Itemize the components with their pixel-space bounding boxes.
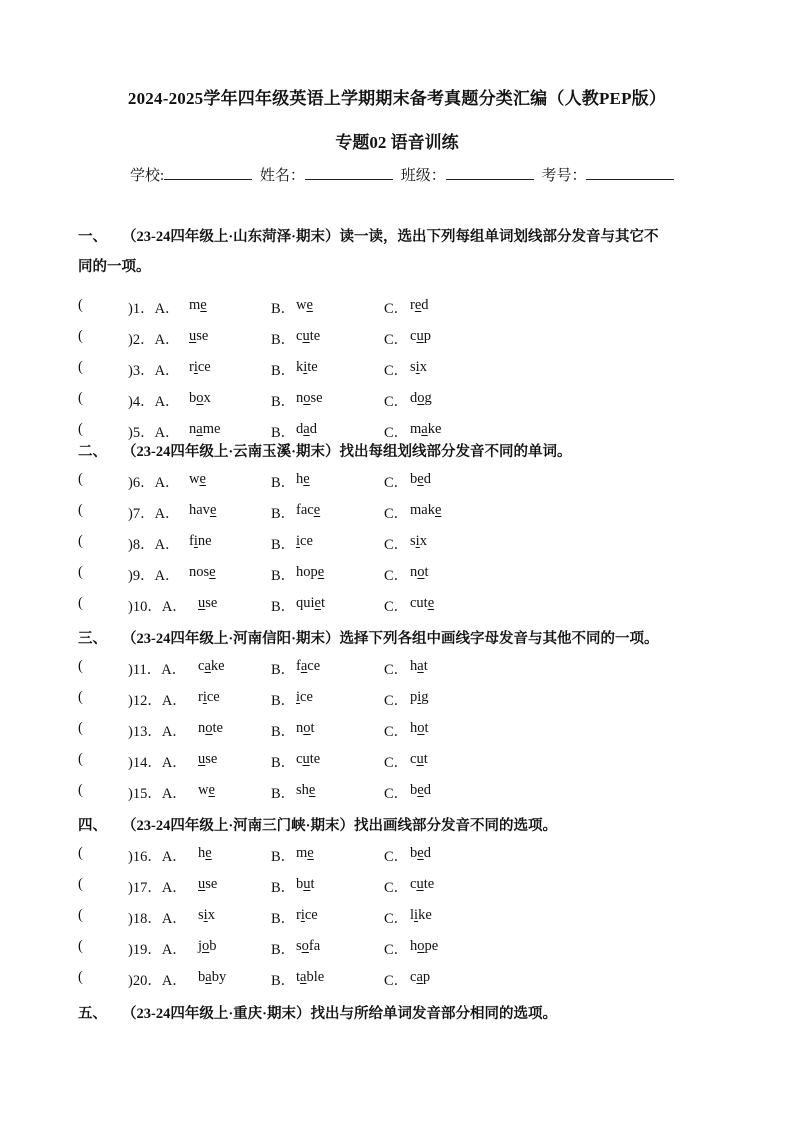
- answer-paren-open[interactable]: (: [78, 876, 83, 892]
- option-b-word: face: [296, 502, 321, 518]
- question-row: [78, 502, 718, 526]
- underlined-letters: u: [198, 751, 206, 767]
- option-c-label: C．: [384, 755, 409, 771]
- underlined-letters: u: [198, 876, 206, 892]
- answer-paren-open[interactable]: (: [78, 533, 83, 549]
- underlined-letters: a: [196, 421, 203, 437]
- question-number: )9．A．: [128, 568, 180, 584]
- question-row: [78, 845, 718, 869]
- section-instruction: （23-24四年级上·重庆·期末）找出与所给单词发音部分相同的选项。: [122, 1006, 557, 1022]
- option-c-word: like: [410, 907, 432, 923]
- option-a-word: we: [189, 471, 206, 487]
- option-c-label: C．: [384, 332, 409, 348]
- answer-paren-open[interactable]: (: [78, 297, 83, 313]
- underlined-letters: i: [202, 689, 207, 705]
- underlined-letters: e: [200, 297, 207, 313]
- question-number: )2．A．: [128, 332, 180, 348]
- underlined-letters: e: [209, 502, 217, 518]
- option-b-label: B．: [271, 394, 296, 410]
- option-a-word: he: [198, 845, 212, 861]
- class-blank[interactable]: [446, 165, 534, 180]
- option-c-word: red: [410, 297, 429, 313]
- question-row: [78, 328, 718, 352]
- question-number: )17．A．: [128, 880, 187, 896]
- option-b-word: dad: [296, 421, 317, 437]
- underlined-letters: e: [417, 845, 424, 861]
- name-blank[interactable]: [305, 165, 393, 180]
- option-c-word: hope: [410, 938, 439, 954]
- underlined-letters: o: [417, 938, 425, 954]
- question-number: )18．A．: [128, 911, 187, 927]
- option-b-word: cute: [296, 328, 321, 344]
- option-b-label: B．: [271, 755, 296, 771]
- question-number: )12．A．: [128, 693, 187, 709]
- option-b-label: B．: [271, 786, 296, 802]
- option-a-word: name: [189, 421, 221, 437]
- option-b-label: B．: [271, 506, 296, 522]
- option-c-word: six: [410, 359, 427, 375]
- underlined-letters: o: [196, 390, 204, 406]
- option-c-label: C．: [384, 599, 409, 615]
- option-c-word: bed: [410, 471, 431, 487]
- underlined-letters: o: [417, 390, 425, 406]
- option-b-label: B．: [271, 425, 296, 441]
- option-a-word: use: [189, 328, 209, 344]
- underlined-letters: u: [303, 876, 311, 892]
- underlined-letters: o: [301, 938, 309, 954]
- option-a-word: rice: [198, 689, 220, 705]
- option-b-label: B．: [271, 693, 296, 709]
- option-c-label: C．: [384, 973, 409, 989]
- underlined-letters: i: [415, 359, 420, 375]
- option-c-word: hot: [410, 720, 429, 736]
- section-number: 三、: [78, 631, 107, 647]
- page-title: 2024-2025学年四年级英语上学期期末备考真题分类汇编（人教PEP版）: [127, 89, 667, 108]
- underlined-letters: e: [308, 782, 316, 798]
- underlined-letters: o: [303, 390, 311, 406]
- question-number: )20．A．: [128, 973, 187, 989]
- question-row: [78, 533, 718, 557]
- underlined-letters: e: [209, 564, 216, 580]
- option-c-word: cute: [410, 876, 435, 892]
- underlined-letters: e: [314, 595, 321, 611]
- underlined-letters: e: [417, 471, 424, 487]
- answer-paren-open[interactable]: (: [78, 390, 83, 406]
- option-b-word: we: [296, 297, 313, 313]
- answer-paren-open[interactable]: (: [78, 502, 83, 518]
- question-number: )15．A．: [128, 786, 187, 802]
- option-b-word: sofa: [296, 938, 321, 954]
- underlined-letters: u: [416, 328, 424, 344]
- underlined-letters: i: [296, 533, 301, 549]
- option-b-label: B．: [271, 363, 296, 379]
- answer-paren-open[interactable]: (: [78, 471, 83, 487]
- exam-no-blank[interactable]: [586, 165, 674, 180]
- school-blank[interactable]: [164, 165, 252, 180]
- exam-no-label: 考号：: [541, 168, 587, 184]
- option-c-label: C．: [384, 693, 409, 709]
- option-b-word: ice: [296, 689, 313, 705]
- answer-paren-open[interactable]: (: [78, 564, 83, 580]
- question-row: [78, 359, 718, 383]
- answer-paren-open[interactable]: (: [78, 658, 83, 674]
- option-c-word: make: [410, 421, 442, 437]
- option-c-word: hat: [410, 658, 428, 674]
- underlined-letters: u: [416, 876, 424, 892]
- option-c-word: cut: [410, 751, 428, 767]
- underlined-letters: e: [414, 297, 422, 313]
- option-c-word: dog: [410, 390, 432, 406]
- option-c-word: cap: [410, 969, 431, 985]
- option-a-word: box: [189, 390, 211, 406]
- question-number: )10．A．: [128, 599, 187, 615]
- option-a-word: six: [198, 907, 215, 923]
- underlined-letters: e: [417, 782, 424, 798]
- option-c-word: bed: [410, 782, 431, 798]
- option-b-label: B．: [271, 568, 296, 584]
- option-c-label: C．: [384, 568, 409, 584]
- option-a-word: use: [198, 595, 218, 611]
- question-row: [78, 938, 718, 962]
- section-instruction: （23-24四年级上·山东菏泽·期末）读一读，选出下列每组单词划线部分发音与其它不: [122, 229, 659, 245]
- school-label: 学校:: [130, 168, 165, 184]
- section-heading: [78, 999, 728, 1029]
- underlined-letters: u: [302, 328, 310, 344]
- answer-paren-open[interactable]: (: [78, 969, 83, 985]
- option-c-label: C．: [384, 363, 409, 379]
- underlined-letters: o: [417, 564, 425, 580]
- underlined-letters: a: [204, 658, 211, 674]
- answer-paren-open[interactable]: (: [78, 845, 83, 861]
- underlined-letters: i: [203, 907, 208, 923]
- option-b-word: not: [296, 720, 315, 736]
- question-row: [78, 876, 718, 900]
- page-subtitle: 专题02 语音训练: [335, 133, 459, 152]
- question-row: [78, 751, 718, 775]
- section-instruction: （23-24四年级上·河南信阳·期末）选择下列各组中画线字母发音与其他不同的一项。: [122, 631, 659, 647]
- option-b-word: rice: [296, 907, 318, 923]
- question-row: [78, 689, 718, 713]
- underlined-letters: a: [303, 421, 310, 437]
- option-a-word: me: [189, 297, 207, 313]
- underlined-letters: e: [307, 845, 314, 861]
- option-a-word: job: [198, 938, 217, 954]
- answer-paren-open[interactable]: (: [78, 689, 83, 705]
- underlined-letters: a: [416, 969, 423, 985]
- question-number: )8．A．: [128, 537, 180, 553]
- option-a-word: fine: [189, 533, 212, 549]
- question-number: )16．A．: [128, 849, 187, 865]
- option-b-label: B．: [271, 662, 296, 678]
- option-c-word: not: [410, 564, 429, 580]
- option-b-label: B．: [271, 942, 296, 958]
- option-c-label: C．: [384, 475, 409, 491]
- option-c-word: make: [410, 502, 442, 518]
- option-c-label: C．: [384, 880, 409, 896]
- option-b-word: face: [296, 658, 321, 674]
- option-c-word: six: [410, 533, 427, 549]
- student-info-line: [130, 164, 676, 185]
- answer-paren-open[interactable]: (: [78, 938, 83, 954]
- option-b-word: quiet: [296, 595, 325, 611]
- option-c-word: cute: [410, 595, 435, 611]
- option-b-label: B．: [271, 973, 296, 989]
- section-instruction: （23-24四年级上·河南三门峡·期末）找出画线部分发音不同的选项。: [122, 818, 557, 834]
- option-b-word: kite: [296, 359, 318, 375]
- option-c-label: C．: [384, 911, 409, 927]
- option-c-label: C．: [384, 425, 409, 441]
- underlined-letters: u: [189, 328, 197, 344]
- underlined-letters: i: [193, 533, 198, 549]
- section-number: 一、: [78, 229, 107, 245]
- option-a-word: have: [189, 502, 217, 518]
- name-label: 姓名：: [259, 168, 305, 184]
- answer-paren-open[interactable]: (: [78, 782, 83, 798]
- underlined-letters: a: [421, 421, 428, 437]
- underlined-letters: u: [302, 751, 310, 767]
- option-a-word: note: [198, 720, 223, 736]
- underlined-letters: e: [205, 845, 212, 861]
- underlined-letters: e: [199, 471, 206, 487]
- option-c-label: C．: [384, 724, 409, 740]
- underlined-letters: i: [303, 359, 308, 375]
- question-number: )3．A．: [128, 363, 180, 379]
- section-heading: [78, 222, 728, 282]
- section-heading: [78, 624, 728, 654]
- section-instruction-cont: 同的一项。: [78, 259, 151, 275]
- question-number: )11．A．: [128, 662, 187, 678]
- underlined-letters: i: [193, 359, 198, 375]
- underlined-letters: u: [416, 751, 424, 767]
- option-b-word: table: [296, 969, 325, 985]
- question-number: )5．A．: [128, 425, 180, 441]
- underlined-letters: o: [303, 720, 311, 736]
- answer-paren-open[interactable]: (: [78, 720, 83, 736]
- option-b-word: he: [296, 471, 310, 487]
- section-instruction: （23-24四年级上·云南玉溪·期末）找出每组划线部分发音不同的单词。: [122, 444, 572, 460]
- question-number: )6．A．: [128, 475, 180, 491]
- answer-paren-open[interactable]: (: [78, 595, 83, 611]
- underlined-letters: e: [434, 502, 442, 518]
- option-b-label: B．: [271, 301, 296, 317]
- underlined-letters: a: [205, 969, 212, 985]
- option-c-label: C．: [384, 301, 409, 317]
- option-c-word: pig: [410, 689, 429, 705]
- option-c-label: C．: [384, 662, 409, 678]
- question-number: )7．A．: [128, 506, 180, 522]
- option-a-word: baby: [198, 969, 227, 985]
- question-row: [78, 969, 718, 993]
- section-number: 五、: [78, 1006, 107, 1022]
- question-row: [78, 390, 718, 414]
- class-label: 班级：: [400, 168, 446, 184]
- underlined-letters: i: [300, 907, 305, 923]
- section-number: 四、: [78, 818, 107, 834]
- answer-paren-open[interactable]: (: [78, 421, 83, 437]
- option-c-label: C．: [384, 786, 409, 802]
- option-b-word: but: [296, 876, 315, 892]
- answer-paren-open[interactable]: (: [78, 907, 83, 923]
- option-c-label: C．: [384, 394, 409, 410]
- underlined-letters: e: [208, 782, 215, 798]
- question-row: [78, 658, 718, 682]
- option-b-label: B．: [271, 599, 296, 615]
- option-c-label: C．: [384, 537, 409, 553]
- underlined-letters: o: [202, 938, 210, 954]
- underlined-letters: o: [205, 720, 213, 736]
- option-b-word: me: [296, 845, 314, 861]
- option-a-word: use: [198, 876, 218, 892]
- question-row: [78, 907, 718, 931]
- option-b-label: B．: [271, 332, 296, 348]
- underlined-letters: i: [414, 907, 419, 923]
- underlined-letters: i: [417, 689, 422, 705]
- option-c-label: C．: [384, 506, 409, 522]
- section-number: 二、: [78, 444, 107, 460]
- underlined-letters: u: [198, 595, 206, 611]
- option-c-word: bed: [410, 845, 431, 861]
- underlined-letters: e: [317, 564, 325, 580]
- question-row: [78, 297, 718, 321]
- option-a-word: we: [198, 782, 215, 798]
- question-number: )4．A．: [128, 394, 180, 410]
- underlined-letters: e: [313, 502, 321, 518]
- question-number: )19．A．: [128, 942, 187, 958]
- question-number: )14．A．: [128, 755, 187, 771]
- option-a-word: cake: [198, 658, 225, 674]
- option-a-word: nose: [189, 564, 216, 580]
- question-row: [78, 720, 718, 744]
- option-b-word: cute: [296, 751, 321, 767]
- option-b-word: nose: [296, 390, 323, 406]
- underlined-letters: a: [417, 658, 424, 674]
- option-b-label: B．: [271, 849, 296, 865]
- underlined-letters: a: [300, 658, 308, 674]
- option-a-word: use: [198, 751, 218, 767]
- option-c-word: cup: [410, 328, 431, 344]
- question-number: )1．A．: [128, 301, 180, 317]
- option-c-label: C．: [384, 942, 409, 958]
- question-row: [78, 471, 718, 495]
- underlined-letters: e: [303, 471, 310, 487]
- option-b-word: she: [296, 782, 316, 798]
- question-row: [78, 782, 718, 806]
- answer-paren-open[interactable]: (: [78, 359, 83, 375]
- option-b-word: ice: [296, 533, 313, 549]
- underlined-letters: i: [296, 689, 301, 705]
- underlined-letters: o: [417, 720, 425, 736]
- question-row: [78, 564, 718, 588]
- underlined-letters: e: [427, 595, 435, 611]
- answer-paren-open[interactable]: (: [78, 751, 83, 767]
- option-a-word: rice: [189, 359, 211, 375]
- option-b-word: hope: [296, 564, 325, 580]
- option-b-label: B．: [271, 880, 296, 896]
- underlined-letters: i: [415, 533, 420, 549]
- section-heading: [78, 437, 728, 467]
- option-b-label: B．: [271, 911, 296, 927]
- question-number: )13．A．: [128, 724, 187, 740]
- underlined-letters: a: [300, 969, 307, 985]
- option-b-label: B．: [271, 475, 296, 491]
- underlined-letters: e: [306, 297, 313, 313]
- question-row: [78, 595, 718, 619]
- option-c-label: C．: [384, 849, 409, 865]
- answer-paren-open[interactable]: (: [78, 328, 83, 344]
- section-heading: [78, 811, 728, 841]
- option-b-label: B．: [271, 724, 296, 740]
- option-b-label: B．: [271, 537, 296, 553]
